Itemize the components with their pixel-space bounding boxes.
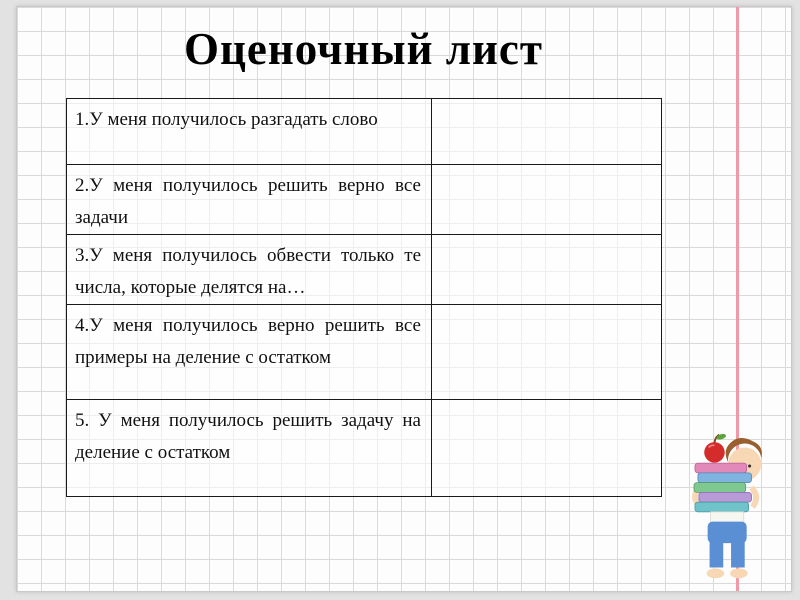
answer-cell [432, 305, 662, 400]
table-row [67, 165, 662, 235]
slide-title: Оценочный лист [183, 24, 544, 74]
criterion-cell: 3.У меня получилось обвести только те числа, которые делятся на… [67, 235, 432, 305]
answer-cell [432, 235, 662, 305]
table-row [67, 99, 662, 165]
answer-cell [432, 165, 662, 235]
evaluation-table [66, 98, 662, 497]
table-row [67, 235, 662, 305]
answer-cell [432, 400, 662, 497]
table-row [67, 400, 662, 497]
slide [16, 6, 792, 592]
criterion-cell: 5. У меня получилось решить задачу на деление с остатком [67, 400, 432, 497]
criterion-cell: 1.У меня получилось разгадать слово [67, 99, 432, 165]
criterion-cell: 4.У меня получилось верно решить все примеры на деление с остатком [67, 305, 432, 400]
table-row [67, 305, 662, 400]
boy-with-books-illustration [689, 427, 777, 587]
answer-cell [432, 99, 662, 165]
criterion-cell: 2.У меня получилось решить верно все задачи [67, 165, 432, 235]
